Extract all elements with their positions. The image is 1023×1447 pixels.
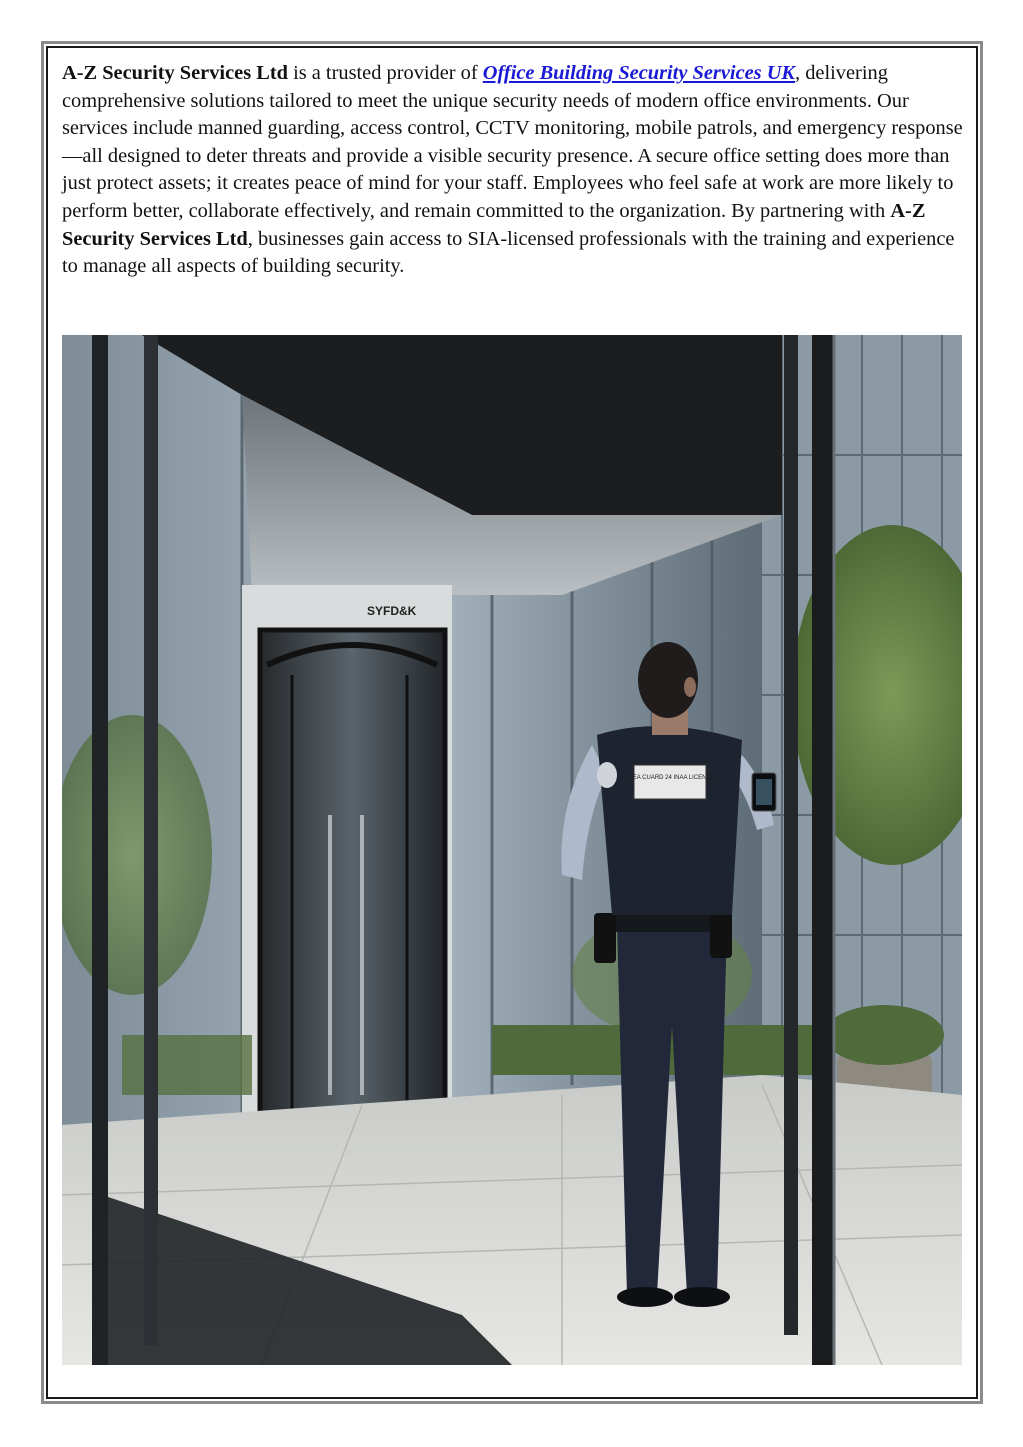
paragraph-text-1: is a trusted provider of [287,62,483,84]
paragraph-text-3: , businesses gain access to SIA-licensed professionals with the training and experience to manage all aspects of building security. [62,227,955,278]
body-text [62,60,964,281]
vest-badge-text: ASTEA CUARD 24 INAA LICENSED [621,775,719,781]
paragraph-text-2: , delivering comprehensive solutions tailored to meet the unique security needs of modern office environments. Our services include manned guarding, access control, CCTV monitoring, mobile patrols, and emergency response—all designed to deter threats and provide a visible security presence. A secure office setting does more than just protect assets; it creates peace of mind for your staff. Employees who feel safe at work are more likely to perform better, collaborate effectively, and remain committed to the organization. By partnering with [62,62,963,222]
entrance-sign: SYFD&K [367,604,417,618]
door-frame-right-2 [812,335,834,1365]
door-frame-right [784,335,798,1335]
office-security-link[interactable]: Office Building Security Services UK [482,62,796,84]
company-name-repeat: A-Z Security Services Ltd [62,199,926,250]
security-guard-photo [62,335,962,1365]
door-frame-left [92,335,108,1365]
company-name: A-Z Security Services Ltd [62,62,288,84]
intro-paragraph [62,60,964,281]
revolving-door [260,630,445,1130]
door-frame-left-2 [144,335,158,1345]
